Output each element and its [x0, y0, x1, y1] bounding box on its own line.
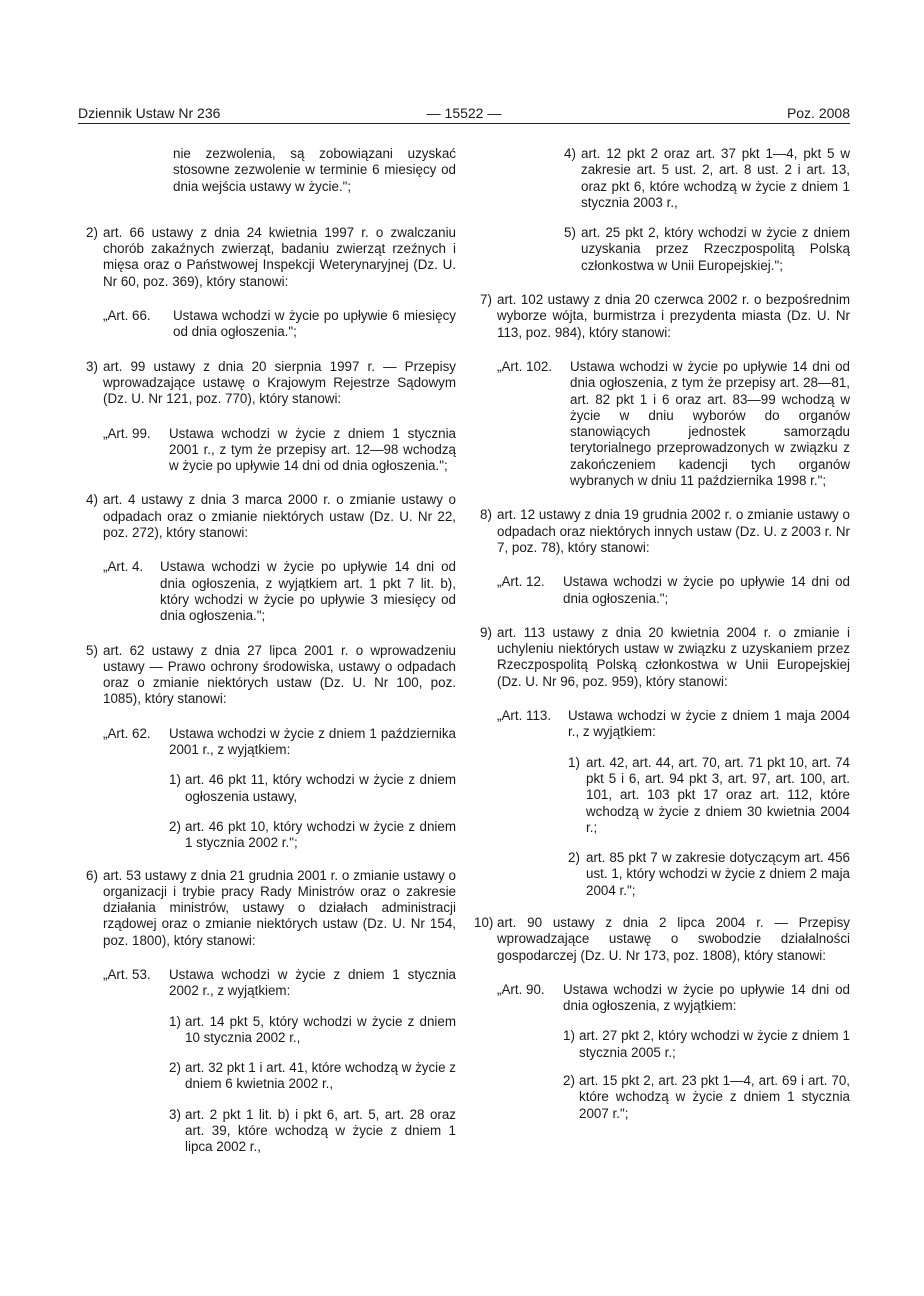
sub-item [568, 755, 850, 836]
sub-item-number: 2) [169, 818, 181, 834]
sub-item-text: art. 15 pkt 2, art. 23 pkt 1—4, art. 69 i art. 70, które wchodzą w życie z dniem 1 stycznia 2007 r."; [579, 1073, 850, 1121]
article-label: „Art. 4. [103, 559, 144, 575]
sub-item [564, 225, 850, 274]
item-text: art. 53 ustawy z dnia 21 grudnia 2001 r. o zmianie ustawy o organizacji i trybie pracy Rady Ministrów oraz o zakresie działania ministrów, ustawy o działach administracji rządowej oraz o zmianie niektórych ustaw (Dz. U. Nr 154, poz. 1800), który stanowi: [103, 867, 456, 948]
position-number: Poz. 2008 [786, 105, 850, 121]
list-item [86, 868, 456, 949]
sub-item-number: 1) [169, 1013, 181, 1029]
sub-item-number: 2) [563, 1073, 575, 1089]
sub-item-text: art. 25 pkt 2, który wchodzi w życie z dniem uzyskania przez Rzeczpospolitą Polską członkostwa w Unii Europejskiej."; [581, 225, 850, 273]
article-text: Ustawa wchodzi w życie po upływie 14 dni od dnia ogłoszenia, z tym że przepisy art. 28—81, art. 82 pkt 1 i 6 oraz art. 83—99 wchodzą w życie w dniu wyborów do organów stanowiących jednostek samorządu terytorialnego przeprowadzonych w związku z zakończeniem kadencji tych organów wybranych w dniu 11 października 1998 r."; [570, 358, 850, 489]
list-item [480, 292, 850, 341]
item-number: 6) [86, 867, 98, 883]
sub-item [568, 850, 850, 899]
item-number: 7) [480, 292, 492, 308]
quoted-article [86, 726, 456, 759]
sub-item-text: art. 32 pkt 1 i art. 41, które wchodzą w życie z dniem 6 kwietnia 2002 r., [185, 1060, 456, 1092]
sub-item-number: 1) [169, 772, 181, 788]
item-text: art. 113 ustawy z dnia 20 kwietnia 2004 r. o zmianie i uchyleniu niektórych ustaw w związku z uzyskaniem przez Rzeczpospolitą Polską członkostwa w Unii Europejskiej (Dz. U. Nr 96, poz. 959), który stanowi: [497, 624, 850, 689]
continued-text: nie zezwolenia, są zobowiązani uzyskać stosowne zezwolenie w terminie 6 miesięcy od dnia wejścia ustawy w życie."; [173, 146, 456, 194]
sub-item-text: art. 14 pkt 5, który wchodzi w życie z dniem 10 stycznia 2002 r., [185, 1013, 456, 1045]
item-text: art. 4 ustawy z dnia 3 marca 2000 r. o zmianie ustawy o odpadach oraz o zmianie niektórych ustaw (Dz. U. Nr 22, poz. 272), który stanowi: [103, 492, 456, 541]
article-label: „Art. 90. [497, 981, 545, 997]
quoted-article [86, 426, 456, 475]
sub-item-number: 2) [568, 850, 580, 866]
article-text: Ustawa wchodzi w życie po upływie 14 dni od dnia ogłoszenia, z wyjątkiem: [563, 981, 850, 1014]
sub-item [169, 1060, 456, 1093]
item-text: art. 102 ustawy z dnia 20 czerwca 2002 r. o bezpośrednim wyborze wójta, burmistrza i prezydenta miasta (Dz. U. Nr 113, poz. 984), który stanowi: [497, 292, 850, 340]
list-item [86, 492, 456, 541]
article-label: „Art. 62. [103, 725, 151, 741]
article-label: „Art. 113. [497, 708, 552, 724]
list-item [480, 625, 850, 690]
sub-item [169, 772, 456, 805]
article-text: Ustawa wchodzi w życie po upływie 14 dni od dnia ogłoszenia."; [563, 574, 850, 606]
item-text: art. 66 ustawy z dnia 24 kwietnia 1997 r. o zwalczaniu chorób zakaźnych zwierząt, badaniu zwierząt rzeźnych i mięsa oraz o Państwowej Inspekcji Weterynaryjnej (Dz. U. Nr 60, poz. 369), który stanowi: [103, 224, 456, 289]
list-item [86, 643, 456, 708]
sub-item-number: 2) [169, 1060, 181, 1076]
sub-item [169, 1107, 456, 1156]
item-text: art. 12 ustawy z dnia 19 grudnia 2002 r. o zmianie ustawy o odpadach oraz niektórych innych ustaw (Dz. U. z 2003 r. Nr 7, poz. 78), który stanowi: [497, 507, 850, 555]
article-text: Ustawa wchodzi w życie po upływie 6 miesięcy od dnia ogłoszenia."; [173, 308, 456, 340]
sub-item-number: 5) [564, 225, 576, 241]
quoted-article [86, 967, 456, 1000]
quoted-article [86, 308, 456, 341]
article-text: Ustawa wchodzi w życie z dniem 1 stycznia 2001 r., z tym że przepisy art. 12—98 wchodzą w życie po upływie 14 dni od dnia ogłoszenia."; [169, 425, 456, 474]
item-number: 2) [86, 224, 98, 240]
sub-item [563, 1073, 850, 1122]
item-number: 8) [480, 507, 492, 523]
sub-item-text: art. 12 pkt 2 oraz art. 37 pkt 1—4, pkt 5 w zakresie art. 5 ust. 2, art. 8 ust. 2 i art. 13, oraz pkt 6, które wchodzą w życie z dniem 1 stycznia 2003 r., [581, 146, 850, 210]
article-label: „Art. 99. [103, 425, 151, 441]
quoted-article [480, 708, 850, 741]
list-item [86, 225, 456, 290]
item-number: 3) [86, 358, 98, 374]
article-label: „Art. 12. [497, 574, 545, 590]
item-number: 9) [480, 624, 492, 640]
item-text: art. 99 ustawy z dnia 20 sierpnia 1997 r. — Przepisy wprowadzające ustawę o Krajowym Rejestrze Sądowym (Dz. U. Nr 121, poz. 770), który stanowi: [103, 358, 456, 407]
journal-title: Dziennik Ustaw Nr 236 [78, 105, 221, 121]
quoted-article [480, 982, 850, 1015]
sub-item-text: art. 2 pkt 1 lit. b) i pkt 6, art. 5, art. 28 oraz art. 39, które wchodzą w życie z dniem 1 lipca 2002 r., [185, 1106, 456, 1155]
article-label: „Art. 102. [497, 358, 553, 374]
sub-item-text: art. 46 pkt 10, który wchodzi w życie z dniem 1 stycznia 2002 r."; [185, 818, 456, 851]
sub-item-text: art. 85 pkt 7 w zakresie dotyczącym art. 456 ust. 1, który wchodzi w życie z dniem 2 maja 2004 r."; [586, 850, 850, 898]
item-number: 4) [86, 492, 98, 508]
sub-item-number: 3) [169, 1106, 181, 1122]
header-rule [78, 123, 850, 124]
sub-item [564, 146, 850, 211]
quoted-article [86, 559, 456, 624]
list-item [480, 507, 850, 556]
left-column [86, 146, 456, 1156]
item-text: art. 90 ustawy z dnia 2 lipca 2004 r. — Przepisy wprowadzające ustawę o swobodzie działalności gospodarczej (Dz. U. Nr 173, poz. 1808), który stanowi: [497, 914, 850, 963]
sub-item-number: 1) [568, 754, 580, 770]
sub-item [563, 1028, 850, 1061]
article-label: „Art. 53. [103, 966, 151, 982]
sub-item-text: art. 42, art. 44, art. 70, art. 71 pkt 10, art. 74 pkt 5 i 6, art. 94 pkt 3, art. 97, art. 100, art. 101, art. 103 pkt 17 oraz art. 112, które wchodzą w życie z dniem 30 kwietnia 2004 r.; [586, 754, 850, 835]
sub-item-text: art. 46 pkt 11, który wchodzi w życie z dniem ogłoszenia ustawy, [185, 772, 456, 804]
article-label: „Art. 66. [103, 308, 151, 324]
list-item [86, 359, 456, 408]
sub-item-number: 4) [564, 146, 576, 161]
right-column [474, 146, 850, 1122]
list-item [474, 915, 850, 964]
sub-item-number: 1) [563, 1028, 575, 1044]
sub-item-text: art. 27 pkt 2, który wchodzi w życie z dniem 1 stycznia 2005 r.; [579, 1028, 850, 1060]
quoted-article [480, 574, 850, 607]
article-text: Ustawa wchodzi w życie z dniem 1 maja 2004 r., z wyjątkiem: [568, 708, 850, 740]
page-header [78, 104, 850, 122]
article-text: Ustawa wchodzi w życie z dniem 1 stycznia 2002 r., z wyjątkiem: [169, 966, 456, 999]
item-number: 10) [474, 914, 494, 930]
item-number: 5) [86, 642, 98, 658]
article-text: Ustawa wchodzi w życie po upływie 14 dni od dnia ogłoszenia, z wyjątkiem art. 1 pkt 7 lit. b), który wchodzi w życie po upływie 3 miesięcy od dnia ogłoszenia."; [160, 559, 456, 624]
sub-item [169, 1014, 456, 1047]
sub-item [169, 819, 456, 852]
page-number: — 15522 — [426, 105, 502, 121]
item-text: art. 62 ustawy z dnia 27 lipca 2001 r. o wprowadzeniu ustawy — Prawo ochrony środowiska, ustawy o odpadach oraz o zmianie niektórych ustaw (Dz. U. Nr 100, poz. 1085), który stanowi: [103, 642, 456, 707]
article-text: Ustawa wchodzi w życie z dniem 1 października 2001 r., z wyjątkiem: [169, 725, 456, 758]
quoted-article [480, 359, 850, 489]
